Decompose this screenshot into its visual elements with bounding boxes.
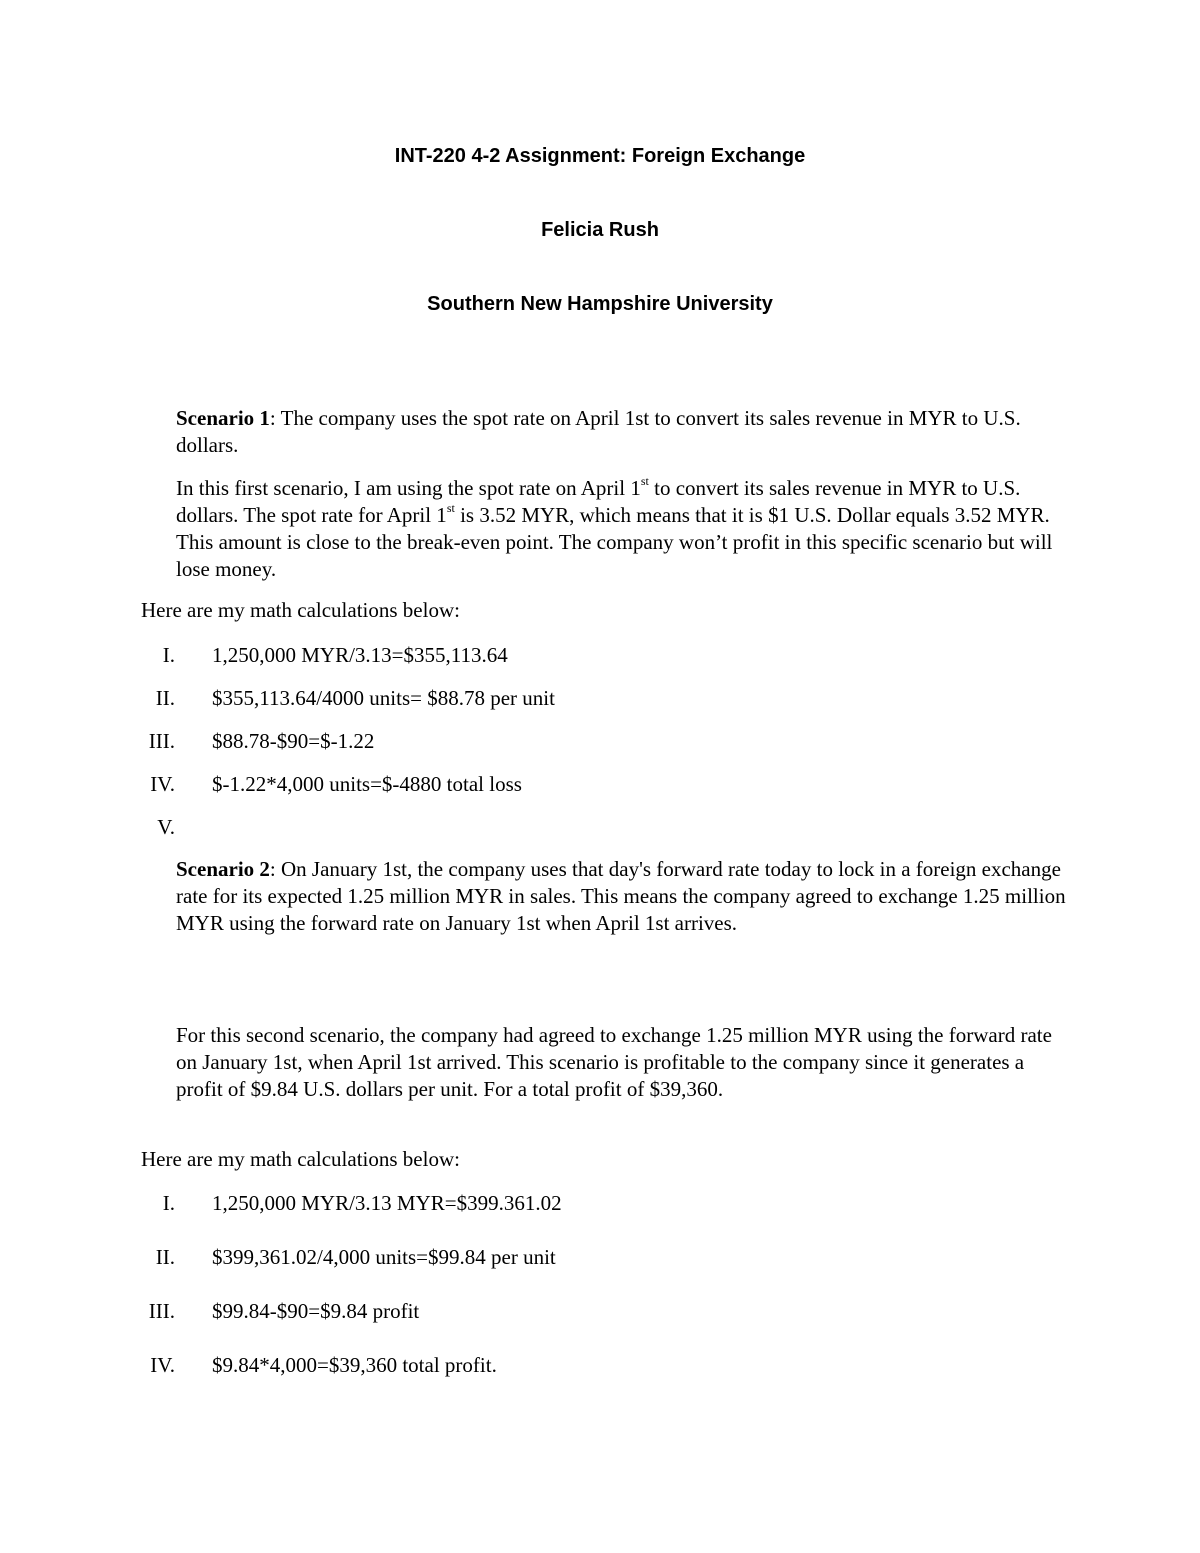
- calc-step: $88.78-$90=$-1.22: [212, 729, 375, 753]
- institution-name: Southern New Hampshire University: [427, 293, 773, 315]
- scenario-1-answer-part3: is 3.52 MYR, which means that it is $1 U.S. Dollar equals 3.52 MYR. This amount is close to the break-even point. The company won’t profit in this specific scenario but will lose money.: [176, 503, 1053, 581]
- calc-step: $-1.22*4,000 units=$-4880 total loss: [212, 772, 522, 796]
- calc-step: $99.84-$90=$9.84 profit: [212, 1299, 420, 1323]
- calc-step: $399,361.02/4,000 units=$99.84 per unit: [212, 1245, 556, 1269]
- scenario-1-answer-part2: to convert its sales revenue in MYR to U.S. dollars. The spot rate for April 1: [176, 476, 1021, 527]
- calc-step: $355,113.64/4000 units= $88.78 per unit: [212, 686, 555, 710]
- scenario-1-answer-part1: In this first scenario, I am using the spot rate on April 1: [176, 476, 641, 500]
- author-name: Felicia Rush: [541, 219, 659, 241]
- list-number: IV.: [150, 772, 175, 796]
- list-number: I.: [162, 1191, 175, 1215]
- list-number: I.: [162, 643, 175, 667]
- scenario-2-prompt-text: : On January 1st, the company uses that day's forward rate today to lock in a foreign exchange rate for its expected 1.25 million MYR in sales. This means the company agreed to exchange 1.25 million MYR using the forward rate on January 1st when April 1st arrives.: [176, 857, 1066, 935]
- scenario-2-calc-intro: Here are my math calculations below:: [141, 1147, 460, 1171]
- ordinal-suffix: st: [446, 501, 455, 515]
- list-number: III.: [148, 729, 175, 753]
- calc-step: 1,250,000 MYR/3.13=$355,113.64: [212, 643, 508, 667]
- list-number: IV.: [150, 1353, 175, 1377]
- calc-step: $9.84*4,000=$39,360 total profit.: [212, 1353, 497, 1377]
- scenario-2-prompt: [176, 856, 1066, 937]
- list-number: III.: [148, 1299, 175, 1323]
- list-number: V.: [157, 815, 175, 839]
- list-number: II.: [155, 1245, 175, 1269]
- scenario-1-prompt: [176, 405, 1066, 459]
- scenario-1-prompt-text: : The company uses the spot rate on April 1st to convert its sales revenue in MYR to U.S. dollars.: [176, 406, 1021, 457]
- scenario-2-answer: For this second scenario, the company had agreed to exchange 1.25 million MYR using the forward rate on January 1st, when April 1st arrived. This scenario is profitable to the company since it generates a profit of $9.84 U.S. dollars per unit. For a total profit of $39,360.: [176, 1023, 1052, 1101]
- scenario-2-label: Scenario 2: [176, 857, 270, 881]
- scenario-1-calc-intro: Here are my math calculations below:: [141, 598, 460, 622]
- scenario-1-answer: [176, 475, 1066, 583]
- document-title: INT-220 4-2 Assignment: Foreign Exchange: [394, 145, 806, 167]
- calc-step: 1,250,000 MYR/3.13 MYR=$399.361.02: [212, 1191, 562, 1215]
- list-number: II.: [155, 686, 175, 710]
- scenario-1-label: Scenario 1: [176, 406, 270, 430]
- ordinal-suffix: st: [640, 474, 649, 488]
